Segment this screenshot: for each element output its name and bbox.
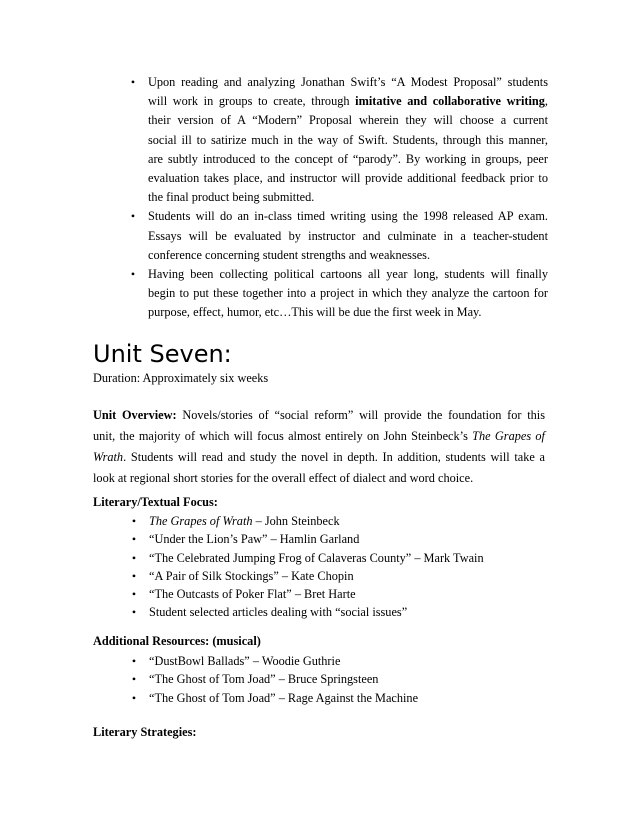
text-run: “The Celebrated Jumping Frog of Calaveras County” – Mark Twain xyxy=(149,550,484,565)
bullet-icon: • xyxy=(131,568,137,583)
text-run: conference concerning student strengths and weaknesses. xyxy=(148,247,431,262)
text-line xyxy=(148,188,548,207)
text-line xyxy=(93,405,545,426)
assignment-bullet-list xyxy=(128,73,548,323)
text-run: Upon reading and analyzing Jonathan Swift’s “A Modest Proposal” students xyxy=(148,75,548,89)
list-item xyxy=(131,689,549,707)
text-run: social ill to satirize much in the way of Swift. Students, through this manner, xyxy=(148,132,548,147)
text-line xyxy=(148,169,548,188)
text-run: – John Steinbeck xyxy=(252,514,340,528)
bullet-icon: • xyxy=(130,209,136,224)
text-run: their version of A “Modern” Proposal wherein they will choose a current xyxy=(148,113,548,128)
text-line xyxy=(148,265,548,284)
bullet-icon: • xyxy=(131,690,137,705)
list-item xyxy=(131,603,549,621)
list-item xyxy=(130,265,548,323)
text-line xyxy=(93,447,545,468)
bullet-icon: • xyxy=(131,514,137,528)
text-run: . Students will read and study the novel in depth. In addition, students will take a xyxy=(123,450,545,464)
text-line xyxy=(148,150,548,169)
text-line xyxy=(148,227,548,246)
text-run: Novels/stories of “social reform” will provide the foundation for this xyxy=(176,408,545,422)
text-run: “Under the Lion’s Paw” – Hamlin Garland xyxy=(149,532,360,547)
list-item xyxy=(131,585,549,603)
text-run: “The Outcasts of Poker Flat” – Bret Harte xyxy=(149,587,356,602)
list-item xyxy=(131,652,549,670)
text-line xyxy=(148,111,548,130)
list-item xyxy=(131,549,549,567)
text-run: imitative and collaborative writing xyxy=(355,94,545,109)
text-run: Student selected articles dealing with “social issues” xyxy=(149,605,408,620)
bullet-icon: • xyxy=(131,654,137,668)
text-run: “The Ghost of Tom Joad” – Bruce Springsteen xyxy=(149,672,379,687)
text-run: the final product being submitted. xyxy=(148,190,315,205)
text-run: Students will do an in-class timed writing using the 1998 released AP exam. xyxy=(148,209,548,224)
text-run: look at regional short stories for the overall effect of dialect and word choice. xyxy=(93,471,474,485)
bullet-icon: • xyxy=(131,605,137,620)
bullet-icon: • xyxy=(130,75,136,89)
bullet-icon: • xyxy=(131,672,137,687)
list-item xyxy=(131,530,549,548)
text-line xyxy=(148,207,548,226)
text-run: “The Ghost of Tom Joad” – Rage Against the Machine xyxy=(149,690,419,705)
duration-text: Duration: Approximately six weeks xyxy=(93,371,269,385)
additional-resources-list xyxy=(131,652,549,707)
text-run: unit, the majority of which will focus almost entirely on John Steinbeck’s xyxy=(93,429,473,443)
text-run: Having been collecting political cartoons all year long, students will finally xyxy=(148,267,548,282)
text-run: Essays will be evaluated by instructor and culminate in a teacher-student xyxy=(148,228,548,243)
text-line xyxy=(148,303,548,322)
list-item xyxy=(130,73,548,207)
text-line xyxy=(148,92,548,111)
text-line xyxy=(148,73,548,92)
text-run: are subtly introduced to the concept of “parody”. By working in groups, peer xyxy=(148,151,548,166)
text-run: begin to put these together into a project in which they analyze the cartoon for xyxy=(148,286,548,301)
text-run: evaluation takes place, and instructor will provide additional feedback prior to xyxy=(148,171,548,186)
list-item xyxy=(131,512,549,530)
text-run: The Grapes of Wrath xyxy=(149,514,253,528)
text-line xyxy=(148,131,548,150)
bullet-icon: • xyxy=(130,267,136,282)
text-line xyxy=(148,246,548,265)
unit-heading: Unit Seven: xyxy=(93,340,232,368)
text-run: The Grapes of xyxy=(472,429,545,443)
text-run: “A Pair of Silk Stockings” – Kate Chopin xyxy=(149,568,354,583)
text-run: “DustBowl Ballads” – Woodie Guthrie xyxy=(149,654,341,668)
text-run: purpose, effect, humor, etc…This will be due the first week in May. xyxy=(148,305,482,320)
text-line xyxy=(148,284,548,303)
literary-strategies-heading: Literary Strategies: xyxy=(93,725,197,739)
text-run: will work in groups to create, through xyxy=(148,94,356,109)
text-line xyxy=(93,426,545,447)
list-item xyxy=(131,670,549,688)
literary-focus-list xyxy=(131,512,549,622)
literary-focus-heading: Literary/Textual Focus: xyxy=(93,495,218,509)
list-item xyxy=(131,567,549,585)
text-run: Unit Overview: xyxy=(93,408,177,422)
bullet-icon: • xyxy=(131,550,137,565)
bullet-icon: • xyxy=(131,587,137,602)
text-run: , xyxy=(544,94,548,109)
text-line xyxy=(93,468,545,489)
unit-overview-paragraph xyxy=(93,405,545,489)
text-run: Wrath xyxy=(93,450,124,464)
additional-resources-heading: Additional Resources: (musical) xyxy=(93,634,261,648)
list-item xyxy=(130,207,548,265)
bullet-icon: • xyxy=(131,532,137,547)
